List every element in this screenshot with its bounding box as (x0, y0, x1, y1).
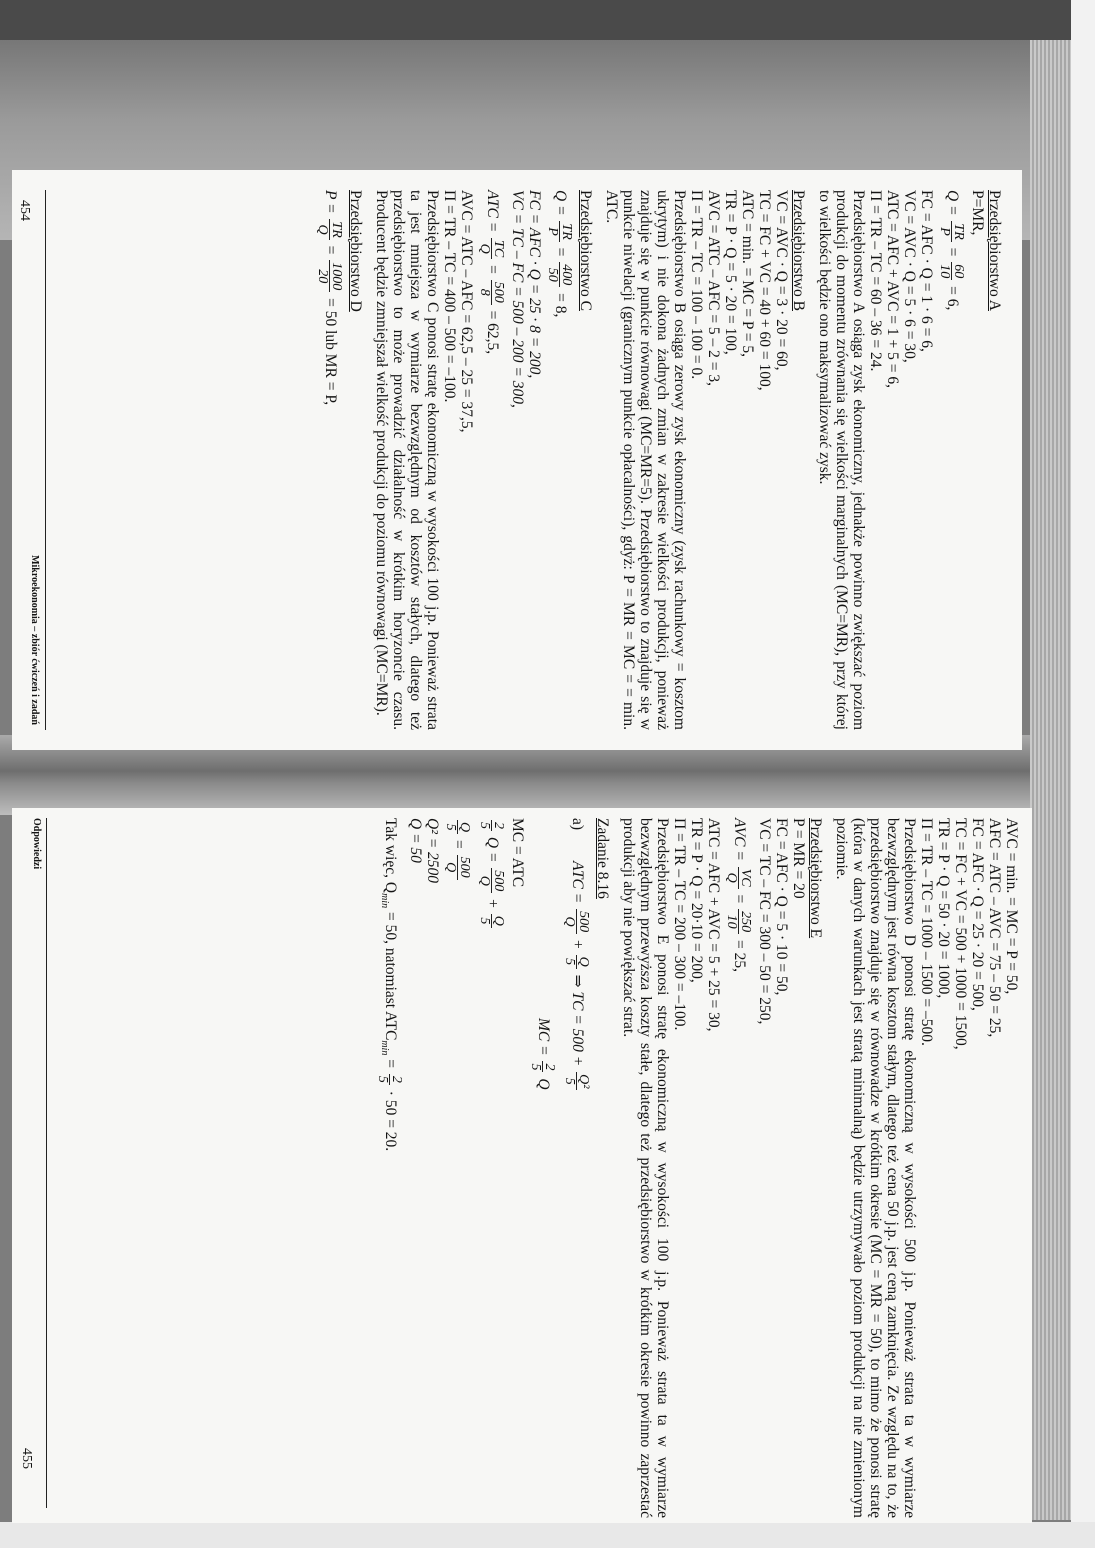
header-rule (45, 190, 46, 730)
formula-part: = (450, 840, 467, 849)
denominator: 5 (443, 823, 459, 831)
fraction (316, 219, 343, 239)
fraction (725, 867, 752, 889)
formula-line: FC = AFC · Q = 25 · 20 = 500, (969, 818, 986, 1011)
formula-part: = 25, (731, 939, 748, 972)
formula-line: TR = P · Q = 5 · 20 = 100, (722, 190, 739, 355)
book-page-edges (1030, 40, 1071, 1520)
fraction (444, 820, 471, 834)
subscript: min (378, 893, 390, 909)
formula-atc-c (475, 190, 509, 730)
formula-part: = (382, 1059, 399, 1069)
scan-border-top (0, 0, 1095, 40)
denominator: 5 (562, 958, 578, 966)
formula-line: VC = AVC · Q = 5 · 6 = 30, (901, 190, 918, 363)
formula-line: TC = FC + VC = 500 + 1000 = 1500, (952, 818, 969, 1050)
formula-line: TR = P · Q = 20·10 = 200, (688, 818, 705, 983)
formula-line: Π = TR – TC = 100 – 100 = 0. (688, 190, 705, 380)
fraction (478, 914, 505, 928)
formula-line: VC = AVC · Q = 3 · 20 = 60, (773, 190, 790, 371)
formula-line: MC = ATC (509, 818, 526, 888)
numerator: Q (576, 956, 592, 967)
formula-line: P=MR, (969, 190, 986, 236)
denominator: P (545, 227, 561, 236)
fraction (478, 238, 505, 259)
formula-line: TR = P · Q = 50 · 20 = 1000, (935, 818, 952, 999)
formula-part: Q = (484, 836, 501, 863)
formula-eq3 (441, 818, 475, 1518)
page-455-content (12, 808, 1032, 1523)
fraction (938, 262, 965, 280)
denominator: Q (562, 916, 578, 927)
paragraph: Przedsiębiorstwo B osiąga zerowy zysk ekonomiczny (zysk rachunkowy = kosztom ukrytym) i nie dokona żadnych zmian w zakresie wielkości produkcji, ponieważ znajduje się w punkcie równowagi (MC=MR=5). Przedsiębiorstwo to znajduje się w punkcie niwelacji (granicznym punkcie opłacalności), gdyż: P = MR = MC = = min. ATC. (603, 190, 688, 730)
numerator: 500 (491, 870, 507, 892)
numerator: TR (329, 221, 345, 238)
formula-line: FC = AFC · Q = 5 · 10 = 50, (773, 818, 790, 996)
formula-part: · 50 = 20. (382, 1090, 399, 1152)
formula-part: Tak więc, Q (382, 818, 399, 894)
scan-border-bottom (0, 1522, 1095, 1548)
formula-line: FC = AFC · Q = 25 · 8 = 200, (526, 190, 543, 379)
formula-p-d (313, 190, 347, 730)
formula-part: = 8, (552, 293, 569, 318)
item-label: a) (569, 818, 586, 831)
denominator: 50 (545, 267, 561, 282)
fraction (478, 280, 505, 305)
formula-part: P = (322, 190, 339, 214)
numerator: 500 (576, 911, 592, 933)
fraction (938, 221, 965, 241)
right-column (367, 818, 1020, 1518)
formula-line: VC = TC – FC = 300 – 50 = 250, (756, 818, 773, 1025)
denominator: 5 (528, 1063, 544, 1071)
denominator: 5 (375, 1075, 391, 1083)
denominator: P (937, 227, 953, 236)
fraction (563, 909, 590, 934)
denominator: 5 (477, 917, 493, 925)
formula-part: = (552, 247, 569, 257)
heading-b: Przedsiębiorstwo B (790, 190, 807, 311)
formula-line: ATC = min. = MC = P = 5, (739, 190, 756, 358)
scan-border-right (1071, 0, 1095, 1548)
denominator: Q (477, 243, 493, 254)
denominator: Q (724, 872, 740, 883)
denominator: 10 (937, 264, 953, 279)
formula-mc-task (526, 818, 560, 1518)
page-number: 454 (17, 200, 32, 221)
numerator: 2 (491, 822, 507, 829)
numerator: 500 (491, 281, 507, 303)
numerator: 250 (738, 911, 754, 933)
formula-part: + (569, 939, 586, 949)
heading-c: Przedsiębiorstwo C (577, 190, 594, 311)
numerator: 500 (457, 856, 473, 878)
denominator: Q (443, 862, 459, 873)
left-column (313, 190, 1006, 730)
fraction (444, 855, 471, 880)
formula-line: Q = 50 (407, 818, 424, 863)
paragraph: Przedsiębiorstwo C ponosi stratę ekonomiczną w wysokości 100 j.p. Ponieważ strata ta jest mniejsza w wymiarze bezwzględnym od kosztów stałych, dlatego też przedsiębiorstwo to może prowadzić działalność w krótkim horyzoncie czasu. Producent będzie zmniejszał wielkość produkcji do poziomu równowagi (MC=MR). (373, 190, 441, 730)
formula-line: Π = TR – TC = 1000 – 1500 = –500. (918, 818, 935, 1046)
subscript: min (378, 1040, 390, 1056)
formula-line: VC = TC – FC = 500 – 200 = 300, (509, 190, 526, 408)
denominator: 10 (724, 914, 740, 929)
formula-part: = (484, 265, 501, 274)
denominator: 5 (477, 822, 493, 829)
numerator: TC (491, 240, 507, 258)
page-454-content (12, 170, 1022, 750)
numerator: Q (491, 915, 507, 926)
formula-part: = 62,5, (484, 310, 501, 355)
formula-part: = (731, 894, 748, 904)
page-454 (12, 170, 1022, 750)
header-rule (46, 818, 47, 1508)
formula-eq2 (475, 818, 509, 1518)
fraction (529, 1061, 556, 1072)
page-number: 455 (19, 1448, 34, 1469)
paragraph: Przedsiębiorstwo A osiąga zysk ekonomiczny, jednakże powinno zwiększać poziom produkcji do momentu zrównania się wielkości marginalnych (MC=MR), przy której to wielkości będzie ono maksymalizować zysk. (816, 190, 867, 730)
heading-e: Przedsiębiorstwo E (807, 818, 824, 939)
numerator: 2 (389, 1075, 405, 1083)
numerator: TR (559, 223, 575, 240)
formula-line: AVC = min. = MC = P = 50, (1003, 818, 1020, 995)
formula-part: = (322, 245, 339, 255)
heading-a: Przedsiębiorstwo A (986, 190, 1003, 311)
fraction (376, 1074, 403, 1085)
formula-line: Π = TR – TC = 200 – 300 = –100. (671, 818, 688, 1031)
formula-part: = 50 lub MR = P, (322, 298, 339, 406)
denominator: 8 (477, 288, 493, 296)
formula-part: Q (535, 1078, 552, 1090)
numerator: 60 (951, 264, 967, 279)
formula-line: ATC = AFC + AVC = 1 + 5 = 6, (884, 190, 901, 389)
formula-part: ATC = (569, 861, 586, 904)
formula-atc-task (560, 818, 594, 1518)
denominator: 5 (562, 1077, 578, 1085)
numerator: VC (738, 868, 754, 887)
denominator: 20 (315, 269, 331, 284)
denominator: Q (315, 224, 331, 235)
fraction (316, 260, 343, 292)
formula-line: Π = TR – TC = 400 – 500 = –100. (441, 190, 458, 403)
fraction (725, 909, 752, 934)
conclusion (367, 818, 407, 1518)
formula-part: Q = (944, 190, 961, 216)
formula-part: = 50, natomiast ATC (382, 911, 399, 1041)
numerator: Q² (576, 1074, 592, 1089)
fraction (546, 221, 573, 241)
formula-line: Π = TR – TC = 60 – 36 = 24. (867, 190, 884, 372)
formula-line: ATC = AFC + AVC = 5 + 25 = 30, (705, 818, 722, 1032)
formula-part: + (484, 899, 501, 908)
formula-part: MC = (535, 1018, 552, 1056)
paragraph: Przedsiębiorstwo D ponosi stratę ekonomiczną w wysokości 500 j.p. Ponieważ strata ta w wymiarze bezwzględnym jest równa kosztom stałym, dlatego też cena 50 j.p. jest ceną zamknięcia. Ze względu na to, że przedsiębiorstwo znajduje się w równowadze w krótkim okresie (MC = MR = 50), to mimo że ponosi stratę (która w danych warunkach jest stratą minimalną) będzie utrzymywało poziom produkcji na nie zmienionym poziomie. (833, 818, 918, 1518)
denominator: Q (477, 875, 493, 886)
formula-line: P = MR = 20 (790, 818, 807, 899)
formula-q-c (543, 190, 577, 730)
numerator: Q (457, 822, 473, 833)
fraction (478, 820, 505, 831)
formula-part: = 6, (944, 286, 961, 311)
formula-line: AFC = ATC – AVC = 75 – 50 = 25, (986, 818, 1003, 1038)
formula-part: AVC = (731, 818, 748, 861)
formula-avc-e (722, 818, 756, 1518)
fraction (563, 955, 590, 969)
formula-part: ATC = (484, 190, 501, 233)
running-head: Mikroekonomia – zbiór ćwiczeń i zadań (29, 555, 40, 725)
formula-line: AVC = ATC – AFC = 5 – 2 = 3, (705, 190, 722, 387)
numerator: TR (951, 223, 967, 240)
numerator: 400 (559, 264, 575, 286)
formula-line: Q² = 2500 (424, 818, 441, 884)
numerator: 2 (542, 1063, 558, 1071)
formula-line: AVC = ATC – AFC = 62,5 – 25 = 37,5, (458, 190, 475, 433)
heading-task: Zadanie 8.16 (594, 818, 611, 899)
formula-part: Q = (552, 190, 569, 216)
fraction (563, 1072, 590, 1090)
page-455 (12, 808, 1032, 1523)
formula-line: FC = AFC · Q = 1 · 6 = 6, (918, 190, 935, 352)
numerator: 1000 (329, 262, 345, 291)
formula-part: = (944, 247, 961, 257)
fraction (546, 262, 573, 287)
formula-part: ⇒ TC = 500 + (569, 974, 586, 1067)
running-head: Odpowiedzi (31, 818, 42, 870)
paragraph: Przedsiębiorstwo E ponosi stratę ekonomiczną w wysokości 100 j.p. Ponieważ strata ta w wymiarze bezwzględnym przewyższa koszty stałe, dlatego też przedsiębiorstwo w krótkim okresie powinno zaprzestać produkcji aby nie powiększać strat. (620, 818, 671, 1518)
heading-d: Przedsiębiorstwo D (347, 190, 364, 312)
formula-line: TC = FC + VC = 40 + 60 = 100, (756, 190, 773, 391)
formula-q-a (935, 190, 969, 730)
fraction (478, 868, 505, 893)
